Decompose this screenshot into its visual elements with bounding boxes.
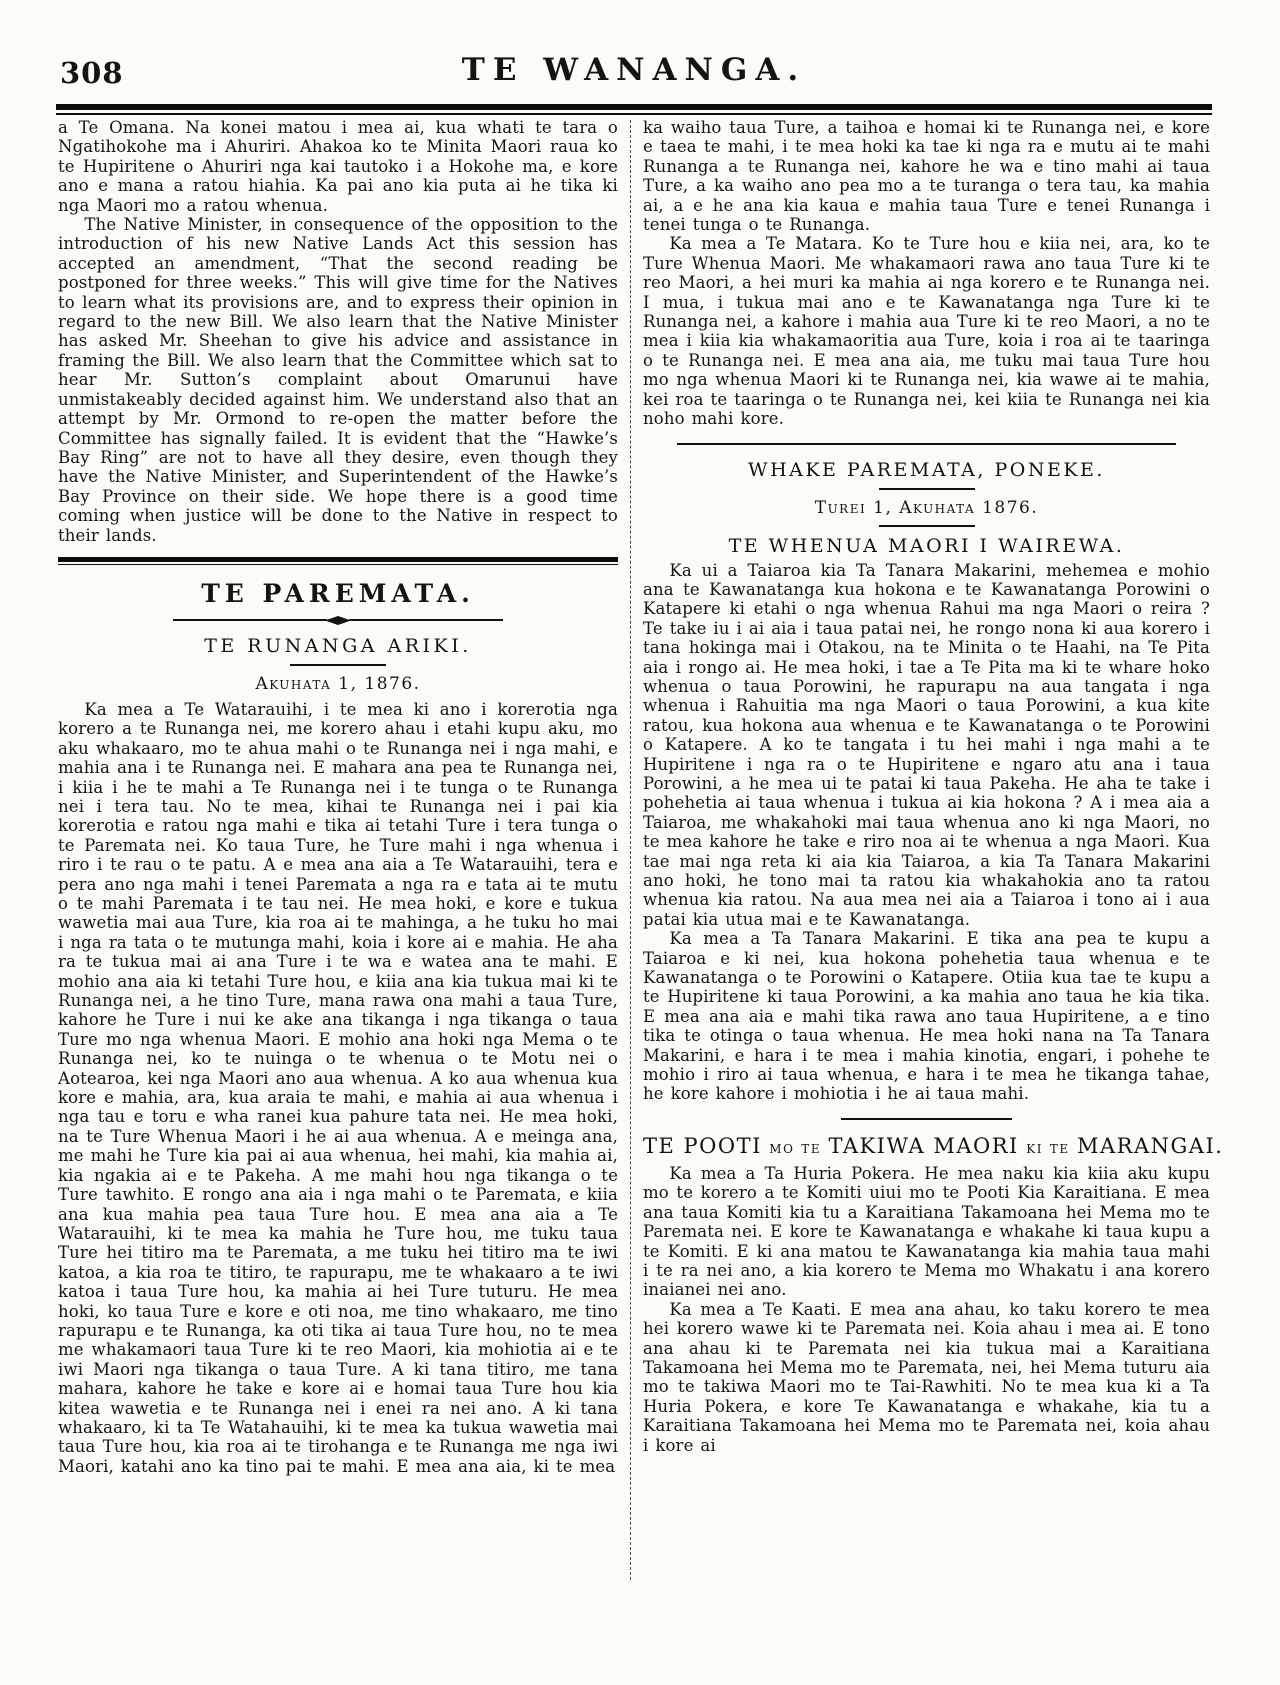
- section-double-rule: [58, 557, 618, 565]
- english-editorial-paragraph: The Native Minister, in consequence of the opposition to the introduction of his new Native Lands Act this session has accepted an amendment, “That the second reading be postponed for three weeks.” This will give time for the Natives to learn what its provisions are, and to express their opinion in regard to the new Bill. We also learn that the Native Minister has asked Mr. Sheehan to give his advice and assistance in framing the Bill. We also learn that the Committee which sat to hear Mr. Sutton’s complaint about Omarunui have unmistakeably decided against him. We understand also that an attempt by Mr. Ormond to re-open the matter before the Committee has signally failed. It is evident that the “Hawke’s Bay Ring” are not to have all they desire, even though they have the Native Minister, and Superintendent of the Hawke’s Bay Province on their side. We hope there is a good time coming when justice will be done to the Native in respect to their lands.: [58, 215, 618, 545]
- column-divider-rule: [630, 120, 631, 1580]
- heading-whake-paremata: WHAKE PAREMATA, PONEKE.: [748, 458, 1105, 481]
- right-column: [643, 118, 1224, 1645]
- thin-rule: [841, 1118, 1011, 1120]
- heading-segment: MARANGAI.: [1077, 1133, 1224, 1158]
- heading-segment: TAKIWA MAORI: [828, 1133, 1019, 1158]
- short-rule: [879, 525, 975, 527]
- subheading-te-runanga-ariki: TE RUNANGA ARIKI.: [204, 634, 472, 657]
- left-column: [58, 118, 618, 1645]
- short-rule: [879, 488, 975, 490]
- thin-rule: [677, 443, 1176, 445]
- diamond-divider: [173, 616, 503, 625]
- runanga-ariki-body-paragraph: Ka mea a Te Watarauihi, i te mea ki ano i korerotia nga korero a te Runanga nei, me korero ahau i etahi kupu aku, mo aku whakaaro, mo te ahua mahi o te Runanga nei i nga mahi, e mahia ana i te Runanga nei. E mahara ana pea te Runanga nei, i kiia i he te mahi a Te Runanga nei i te tunga o te Runanga nei i tera tau. No te mea, kihai te Runanga nei i pai kia korerotia e ratou nga mahi e tika ai tetahi Ture i tera tunga o te Paremata nei. Ko taua Ture, he Ture mahi i nga whenua i riro i te rau o te patu. A e mea ana aia a Te Watarauihi, tera e pera ano nga mahi i tenei Paremata a nga ra e tata ai te mutu o te mahi Paremata i te tau nei. He mea hoki, e kore e tukua wawetia mai aua Ture, kia roa ai te mahinga, a he tuku ho mai i nga ra tata o te mutunga mahi, koia i kore ai e mahia. He aha ra te tukua mai ai ana Ture i te wa e watea ana te mahi. E mohio ana aia ki tetahi Ture hou, e kiia ana kia tukua mai ki te Runanga nei, a he tino Ture, mana rawa ona mahi a taua Ture, kahore he Ture i nui ke ake ana tikanga i nga tikanga o taua Ture mo nga whenua Maori. E mohio ana hoki nga Mema o te Runanga nei, ko te nuinga o te whenua o te Motu nei o Aotearoa, kei nga Maori ano aua whenua. A ko aua whenua kua kore e mahia, ara, kua araia te mahi, e mahia ai aua whenua i nga tau e toru e wha ranei kua pahure tata nei. He mea hoki, na te Ture Whenua Maori i he ai aua whenua. A e meinga ana, me mahi he Ture kia pai ai aua whenua, hei mahi, kia mahia ai, kia ngakia ai e te Pakeha. A me mahi hou nga tikanga o te Ture tawhito. E rongo ana aia i nga mahi o te Paremata, e kiia ana kua mahia pea taua Ture hou. E mea ana aia a Te Watarauihi, ki te mea ka mahia he Ture hou, me tuku taua Ture hei titiro ma te Paremata, a me tuku hei titiro ma te iwi katoa, a kia roa te titiro, te rapurapu, me te whakaaro a te iwi katoa i taua Ture hou, ka mahia ai hei Ture tuturu. He mea hoki, ko taua Ture e kore e oti noa, me tino whakaaro, me tino rapurapu e te Runanga, ka oti tika ai taua Ture hou, no te mea me whakamaori taua Ture ki te reo Maori, kia mohiotia ai e te iwi Maori nga tikanga o taua Ture. A ki tana titiro, me tana mahara, kahore he take e kore ai e homai taua Ture hou kia kitea wawetia e te Runanga nei i enei ra nei ano. A ki tana whakaaro, ki ta Te Watahauihi, ki te mea ka tukua wawetia mai taua Ture hou, kia roa ai te tirohanga e te Runanga me nga iwi Maori, katahi ano ka tino pai te mahi. E mea ana aia, ki te mea: [58, 699, 618, 1476]
- subheading-te-whenua-maori: TE WHENUA MAORI I WAIREWA.: [728, 534, 1125, 557]
- makarini-paragraph: Ka mea a Ta Tanara Makarini. E tika ana pea te kupu a Taiaroa e ki nei, kua hokona pohehetia taua whenua e te Kawanatanga o te Porowini o Katapere. Otiia kua tae te kupu a te Hupiritene ki taua Porowini, a ka mahia ano taua he kia tika. E mea ana aia e mahi tika rawa ano taua Hupiritene, a e tino tika te otinga o taua whenua. He mea hoki nana na Ta Tanara Makarini, e hara i te mea i mahia kinotia, engari, i pohehe te mohio i riro ai taua whenua, e hara i te mea he tikanga tahae, he kore kahore i mohiotia i he ai taua mahi.: [643, 929, 1210, 1104]
- article-title-te-paremata: TE PAREMATA.: [201, 578, 475, 608]
- column-gap: [618, 118, 643, 1645]
- short-rule: [290, 664, 386, 666]
- divider-bar: [173, 619, 327, 621]
- maori-intro-paragraph: a Te Omana. Na konei matou i mea ai, kua whati te tara o Ngatihokohe ma i Ahuriri. Ahakoa ko te Minita Maori raua ko te Hupiritene o Ahuriri nga kai tautoko i a Hokohe ma, e kore ano e mana a ratou hiahia. Ka pai ano kia puta ai he tika ki nga Maori mo a ratou whenua.: [58, 118, 618, 215]
- continuation-paragraph: ka waiho taua Ture, a taihoa e homai ki te Runanga nei, e kore e taea te mahi, i te mea hoki ka tae ki nga ra e mutu ai te mahi Runanga a te Runanga nei, kahore he wa e tino mahi ai taua Ture, a ka waiho ano pea mo a te turanga o tera tau, ka mahia ai, a e he ana kia kaua e mahia taua Ture e tenei Runanga i tenei tunga o te Runanga.: [643, 118, 1210, 235]
- page-header: [58, 52, 1210, 104]
- dateline-turei: Turei 1, Akuhata 1876.: [814, 497, 1039, 518]
- taiaroa-paragraph: Ka ui a Taiaroa kia Ta Tanara Makarini, mehemea e mohio ana te Kawanatanga kua hokona e te Kawanatanga Porowini o Katapere ki etahi o nga whenua Rahui ma nga Maori o reira ? Te take iu i ai aia i taua patai nei, he rongo nona ki aua korero i tana hokinga mai i Otakou, na te Minita o te Haahi, na Te Pita aia i rongo ai. He mea hoki, i tae a Te Pita ma ki te whare hoko whenua o taua Porowini, he rapurapu na aua tangata i nga whenua i Rahuitia ma nga Maori o taua Porowini, a kua kite ratou, kua hokona aua whenua e te Kawanatanga o te Porowini o Katapere. A ko te tangata i tu hei mahi i nga mahi a te Hupiritene i nga ra o te Hupiritene e ngaro atu ana i taua Porowini, a he mea ui te patai ki taua Pakeha. He aha te take i pohehetia ai taua whenua i tukua ai kia hokona ? A i mea aia a Taiaroa, me whakahoki mai taua whenua ano ki nga Maori, no te mea kahore he take e riro noa ai te whenua a nga Maori. Kua tae mai nga reta ki aia kia Taiaroa, a kia Ta Tanara Makarini ano hoki, he tono mai ta ratou kia whakahokia ano ta ratou whenua kia ratou. Na aua mea nei aia a Taiaroa i tono ai i aua patai kia utua mai e te Kawanatanga.: [643, 560, 1210, 929]
- pokera-paragraph: Ka mea a Ta Huria Pokera. He mea naku kia kiia aku kupu mo te korero a te Komiti uiui mo te Pooti Kia Karaitiana. E mea ana taua Komiti kia tu a Karaitiana Takamoana hei Mema mo te Paremata nei. E kore te Kawanatanga e whakahe ki taua kupu a te Komiti. E ki ana matou te Kawanatanga kia mahia taua mahi i te ra nei ano, a kia korero te Mema mo Whakatu i ana korero inaianei nei ano.: [643, 1163, 1210, 1300]
- masthead-title: TE WANANGA.: [461, 52, 807, 88]
- diamond-icon: [325, 616, 351, 625]
- kaati-paragraph: Ka mea a Te Kaati. E mea ana ahau, ko taku korero te mea hei korero wawe ki te Paremata nei. Koia ahau i mea ai. E tono ana ahau ki te Paremata nei kia tukua mai a Karaitiana Takamoana hei Mema mo te Paremata, nei, hei Mema tuturu aia mo te takiwa Maori mo te Tai-Rawhiti. No te mea kua ki a Ta Huria Pokera, e kore Te Kawanatanga e whakahe, kia tu a Karaitiana Takamoana hei Mema mo te Paremata nei, koia ahau i kore ai: [643, 1299, 1210, 1455]
- heading-segment-small: mo te: [769, 1137, 822, 1158]
- matara-paragraph: Ka mea a Te Matara. Ko te Ture hou e kiia nei, ara, ko te Ture Whenua Maori. Me whakamaori rawa ano taua Ture ki te reo Maori, a hei muri ka mahia ai nga korero e te Runanga nei. I mua, i tukua mai ano e te Kawanatanga nga Ture ki te Runanga nei, a kahore i mahia aua Ture ki te reo Maori, a no te mea i kiia kia whakamaoritia aua Ture, koia i roa ai te taaringa o te Runanga nei. E mea ana aia, me tuku mai taua Ture hou mo nga whenua Maori ki te Runanga nei, kia wawe ai te mahia, kei roa te taaringa o te Runanga nei, kei kiia te Runanga nei kia noho mahi kore.: [643, 234, 1210, 429]
- column-layout: [58, 118, 1224, 1645]
- dateline-akuhata: Akuhata 1, 1876.: [255, 673, 421, 694]
- header-double-rule: [56, 104, 1212, 115]
- heading-segment-small: ki te: [1026, 1137, 1070, 1158]
- heading-segment: TE POOTI: [643, 1133, 762, 1158]
- page-number: 308: [60, 56, 124, 90]
- heading-te-pooti: [643, 1133, 1224, 1158]
- divider-bar: [349, 619, 503, 621]
